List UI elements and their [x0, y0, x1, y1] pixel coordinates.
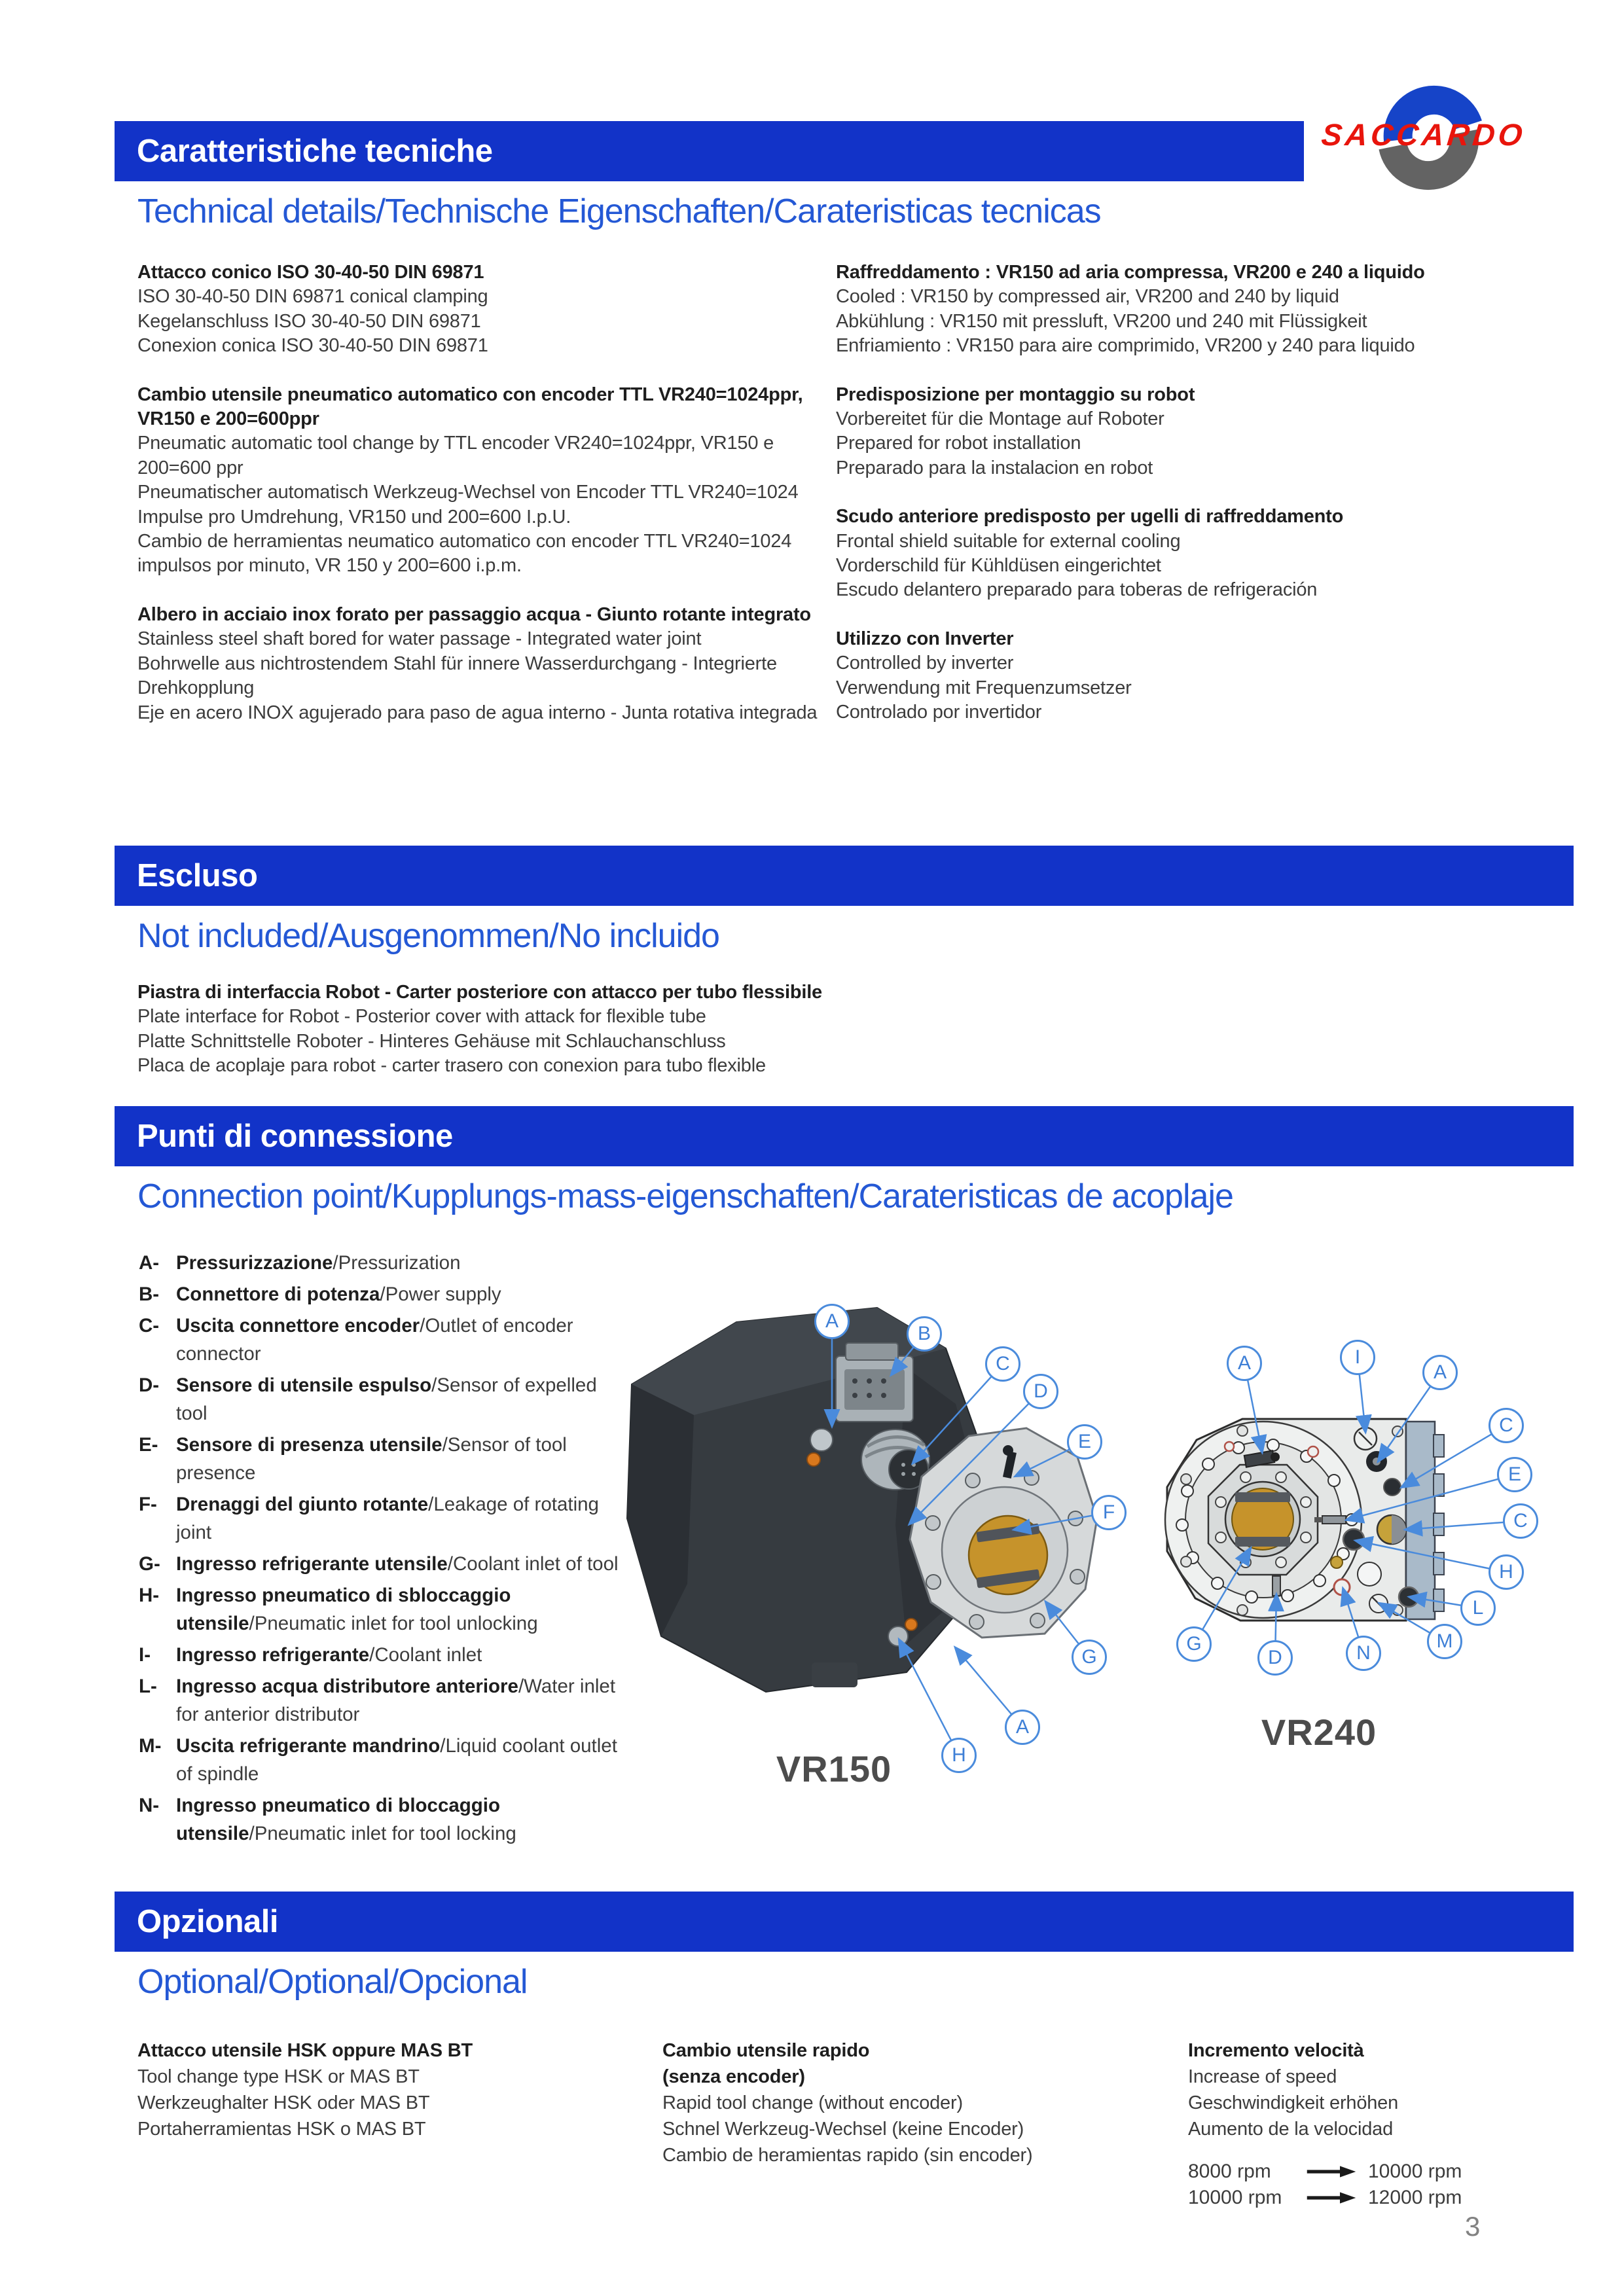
connection-point-item — [139, 1672, 628, 1729]
speed-to: 12000 rpm — [1368, 2187, 1462, 2208]
optional-line: Schnel Werkzeug-Wechsel (keine Encoder) — [662, 2119, 1024, 2140]
tech-line: Vorderschild für Kühldüsen eingerichtet — [836, 555, 1161, 577]
callout-badge-vr150-d: D — [1023, 1374, 1058, 1409]
point-label-en: Coolant inlet — [374, 1644, 482, 1666]
right-arrow-icon — [1306, 2164, 1357, 2179]
connection-point-item — [139, 1249, 628, 1277]
connection-point-item — [139, 1371, 628, 1427]
figure-label-vr240: VR240 — [1261, 1712, 1377, 1753]
point-label-en: Power supply — [385, 1283, 501, 1305]
callout-badge-vr150-a2: A — [1005, 1710, 1040, 1745]
point-code: B- — [139, 1283, 160, 1305]
tech-block-heading: Utilizzo con Inverter — [836, 628, 1014, 649]
connection-point-item — [139, 1641, 628, 1669]
logo-wordmark: SACCARDO — [1321, 117, 1528, 152]
callout-badge-vr240-a1: A — [1227, 1346, 1262, 1381]
tech-block-heading: Cambio utensile pneumatico automatico con encoder TTL VR240=1024ppr, VR150 e 200=600ppr — [137, 384, 803, 430]
section-title-optional: Opzionali — [137, 1904, 278, 1939]
tech-line: Conexion conica ISO 30-40-50 DIN 69871 — [137, 335, 488, 357]
point-code: A- — [139, 1252, 160, 1274]
point-code: D- — [139, 1374, 160, 1396]
section-bar-tech — [115, 121, 1304, 181]
optional-column-speed — [1188, 2037, 1559, 2168]
point-label-it: Connettore di potenza — [176, 1283, 380, 1305]
subtitle-tech: Technical details/Technische Eigenschaften/Carateristicas tecnicas — [137, 192, 1101, 230]
connection-figures — [615, 1244, 1610, 1793]
speed-upgrade-row — [1188, 2159, 1462, 2185]
speed-to: 10000 rpm — [1368, 2161, 1462, 2182]
point-separator: / — [431, 1374, 437, 1396]
callout-badge-vr240-i: I — [1340, 1340, 1375, 1375]
point-label-en: Outlet of encoder connector — [176, 1315, 573, 1365]
tech-line: Verwendung mit Frequenzumsetzer — [836, 677, 1132, 698]
connection-point-item — [139, 1490, 628, 1547]
optional-line: Portaherramientas HSK o MAS BT — [137, 2119, 426, 2140]
point-separator: / — [420, 1315, 425, 1336]
optional-heading: Attacco utensile HSK oppure MAS BT — [137, 2040, 473, 2061]
callout-badge-vr240-h: H — [1489, 1554, 1524, 1590]
point-label-it: Sensore di utensile espulso — [176, 1374, 432, 1396]
callout-badge-vr240-l: L — [1460, 1590, 1496, 1626]
point-separator: / — [333, 1252, 338, 1274]
point-label-it: Ingresso refrigerante — [176, 1644, 370, 1666]
section-title-excluded: Escluso — [137, 858, 258, 893]
connection-point-item — [139, 1280, 628, 1308]
excluded-line: Platte Schnittstelle Roboter - Hinteres Gehäuse mit Schlauchanschluss — [137, 1030, 726, 1052]
callout-badge-vr150-f: F — [1091, 1495, 1127, 1530]
callout-badge-vr150-e: E — [1067, 1424, 1102, 1460]
tech-block-heading: Scudo anteriore predisposto per ugelli di raffreddamento — [836, 506, 1344, 528]
tech-block — [836, 505, 1562, 603]
point-label-en: Liquid coolant outlet of spindle — [176, 1735, 617, 1785]
callout-badge-vr240-c2: C — [1503, 1503, 1538, 1539]
point-label-en: Pneumatic inlet for tool locking — [254, 1823, 516, 1844]
tech-column-right — [836, 260, 1562, 749]
callout-badge-vr150-c: C — [985, 1346, 1020, 1382]
point-label-it: Ingresso pneumatico di bloccaggio utensile — [176, 1795, 501, 1844]
callout-badge-vr240-d: D — [1257, 1640, 1293, 1676]
section-bar-connection — [115, 1106, 1574, 1166]
point-separator: / — [518, 1676, 524, 1697]
optional-line: Tool change type HSK or MAS BT — [137, 2066, 420, 2087]
tech-line: Frontal shield suitable for external cooling — [836, 530, 1181, 552]
optional-heading: Incremento velocità — [1188, 2040, 1364, 2061]
point-label-it: Ingresso refrigerante utensile — [176, 1553, 448, 1575]
excluded-line: Placa de acoplaje para robot - carter trasero con conexion para tubo flexible — [137, 1055, 766, 1077]
tech-line: Bohrwelle aus nichtrostendem Stahl für innere Wasserdurchgang - Integrierte Drehkopplung — [137, 653, 777, 699]
connection-point-item — [139, 1581, 628, 1638]
tech-block — [137, 260, 823, 359]
optional-column-rapid-change — [662, 2037, 1188, 2168]
point-code: I- — [139, 1644, 151, 1666]
callout-badge-vr240-e: E — [1497, 1457, 1532, 1492]
figure-label-vr150: VR150 — [776, 1748, 892, 1789]
point-label-it: Uscita refrigerante mandrino — [176, 1735, 441, 1757]
point-label-en: Pressurization — [338, 1252, 461, 1274]
point-separator: / — [428, 1494, 434, 1515]
point-separator: / — [249, 1613, 255, 1634]
point-code: N- — [139, 1795, 160, 1816]
optional-line: Increase of speed — [1188, 2066, 1337, 2087]
tech-block-heading: Attacco conico ISO 30-40-50 DIN 69871 — [137, 262, 484, 283]
point-separator: / — [442, 1434, 448, 1456]
point-label-it: Pressurizzazione — [176, 1252, 333, 1274]
tech-line: Prepared for robot installation — [836, 433, 1081, 454]
tech-block-heading: Raffreddamento : VR150 ad aria compressa, VR200 e 240 a liquido — [836, 262, 1425, 283]
point-code: C- — [139, 1315, 160, 1336]
section-title-connection: Punti di connessione — [137, 1119, 453, 1154]
optional-line: Aumento de la velocidad — [1188, 2119, 1393, 2140]
point-separator: / — [249, 1823, 255, 1844]
connection-point-item — [139, 1732, 628, 1788]
point-code: G- — [139, 1553, 160, 1575]
section-title-tech: Caratteristiche tecniche — [137, 134, 493, 169]
excluded-heading: Piastra di interfaccia Robot - Carter posteriore con attacco per tubo flessibile — [137, 982, 822, 1003]
callout-badge-vr240-c1: C — [1489, 1408, 1524, 1443]
optional-line: Geschwindigkeit erhöhen — [1188, 2092, 1399, 2113]
subtitle-connection: Connection point/Kupplungs-mass-eigenschaften/Carateristicas de acoplaje — [137, 1177, 1233, 1215]
point-label-it: Uscita connettore encoder — [176, 1315, 420, 1336]
point-label-en: Sensor of tool presence — [176, 1434, 567, 1484]
optional-heading: (senza encoder) — [662, 2066, 805, 2087]
tech-line: Cooled : VR150 by compressed air, VR200 and 240 by liquid — [836, 286, 1339, 308]
saccardo-logo-icon — [1321, 77, 1538, 192]
point-code: M- — [139, 1735, 162, 1757]
tech-block — [836, 627, 1562, 725]
point-code: H- — [139, 1585, 160, 1606]
tech-block — [137, 383, 823, 579]
optional-line: Werkzeughalter HSK oder MAS BT — [137, 2092, 430, 2113]
tech-line: Pneumatic automatic tool change by TTL encoder VR240=1024ppr, VR150 e 200=600 ppr — [137, 433, 774, 478]
callout-badge-vr240-n: N — [1346, 1636, 1381, 1671]
callout-badge-vr240-g: G — [1176, 1626, 1212, 1662]
speed-upgrade-table — [1188, 2159, 1462, 2211]
tech-line: Stainless steel shaft bored for water passage - Integrated water joint — [137, 628, 702, 650]
tech-line: Escudo delantero preparado para toberas de refrigeración — [836, 579, 1318, 601]
connection-point-item — [139, 1431, 628, 1487]
vr240-drawing — [1165, 1419, 1444, 1621]
connection-point-item — [139, 1312, 628, 1368]
point-label-en: Coolant inlet of tool — [452, 1553, 619, 1575]
optional-heading: Cambio utensile rapido — [662, 2040, 870, 2061]
point-label-it: Ingresso acqua distributore anteriore — [176, 1676, 518, 1697]
subtitle-excluded: Not included/Ausgenommen/No incluido — [137, 917, 719, 955]
tech-line: Controlado por invertidor — [836, 702, 1042, 723]
point-label-en: Sensor of expelled tool — [176, 1374, 597, 1424]
point-label-it: Sensore di presenza utensile — [176, 1434, 442, 1456]
point-label-en: Pneumatic inlet for tool unlocking — [254, 1613, 538, 1634]
tech-line: Kegelanschluss ISO 30-40-50 DIN 69871 — [137, 310, 481, 332]
tech-line: Cambio de herramientas neumatico automatico con encoder TTL VR240=1024 impulsos por minuto, VR 150 y 200=600 i.p.m. — [137, 531, 792, 577]
tech-line: Enfriamiento : VR150 para aire comprimido, VR200 y 240 para liquido — [836, 335, 1415, 357]
tech-line: ISO 30-40-50 DIN 69871 conical clamping — [137, 286, 488, 308]
point-label-en: Water inlet for anterior distributor — [176, 1676, 616, 1725]
point-code: E- — [139, 1434, 158, 1456]
section-bar-optional — [115, 1892, 1574, 1952]
callout-badge-vr240-m: M — [1427, 1624, 1462, 1659]
tech-line: Preparado para la instalacion en robot — [836, 457, 1153, 478]
subtitle-optional: Optional/Optional/Opcional — [137, 1963, 528, 2001]
optional-line: Cambio de heramientas rapido (sin encoder) — [662, 2145, 1033, 2166]
saccardo-logo — [1321, 77, 1538, 192]
section-bar-excluded — [115, 846, 1574, 906]
tech-block — [137, 603, 823, 725]
point-code: L- — [139, 1676, 157, 1697]
tech-block-heading: Predisposizione per montaggio su robot — [836, 384, 1195, 405]
speed-upgrade-row — [1188, 2185, 1462, 2211]
connection-point-item — [139, 1791, 628, 1848]
tech-line: Controlled by inverter — [836, 653, 1014, 674]
tech-line: Eje en acero INOX agujerado para paso de agua interno - Junta rotativa integrada — [137, 702, 818, 723]
point-separator: / — [447, 1553, 453, 1575]
tech-column-left — [137, 260, 823, 749]
optional-columns — [137, 2037, 1559, 2168]
optional-column-hsk — [137, 2037, 662, 2168]
callout-badge-vr150-g: G — [1072, 1640, 1107, 1675]
point-separator: / — [369, 1644, 375, 1666]
tech-columns — [137, 260, 1562, 749]
vr150-drawing — [627, 1308, 1097, 1692]
excluded-block — [137, 980, 1571, 1079]
point-label-en: Leakage of rotating joint — [176, 1494, 599, 1543]
optional-line: Rapid tool change (without encoder) — [662, 2092, 963, 2113]
point-label-it: Drenaggi del giunto rotante — [176, 1494, 429, 1515]
excluded-line: Plate interface for Robot - Posterior cover with attack for flexible tube — [137, 1006, 706, 1028]
tech-block-heading: Albero in acciaio inox forato per passaggio acqua - Giunto rotante integrato — [137, 603, 811, 625]
right-arrow-icon — [1306, 2191, 1357, 2205]
point-code: F- — [139, 1494, 157, 1515]
callout-badge-vr240-a2: A — [1422, 1355, 1458, 1390]
page-number: 3 — [1465, 2211, 1481, 2242]
callout-badge-vr150-a1: A — [814, 1304, 850, 1339]
speed-from: 8000 rpm — [1188, 2161, 1271, 2182]
callout-badge-vr150-b: B — [907, 1316, 942, 1352]
tech-line: Abkühlung : VR150 mit pressluft, VR200 und 240 mit Flüssigkeit — [836, 310, 1367, 332]
connection-point-item — [139, 1550, 628, 1578]
tech-block — [836, 260, 1562, 359]
point-separator: / — [440, 1735, 446, 1757]
connection-point-list — [139, 1249, 628, 1851]
tech-line: Vorbereitet für die Montage auf Roboter — [836, 408, 1164, 430]
tech-block — [836, 383, 1562, 481]
callout-badge-vr150-h: H — [941, 1738, 977, 1773]
speed-from: 10000 rpm — [1188, 2187, 1282, 2208]
point-separator: / — [380, 1283, 386, 1305]
point-label-it: Ingresso pneumatico di sbloccaggio utensile — [176, 1585, 511, 1634]
tech-line: Pneumatischer automatisch Werkzeug-Wechsel von Encoder TTL VR240=1024 Impulse pro Umdrehung, VR150 und 200=600 I.p.U. — [137, 482, 799, 528]
